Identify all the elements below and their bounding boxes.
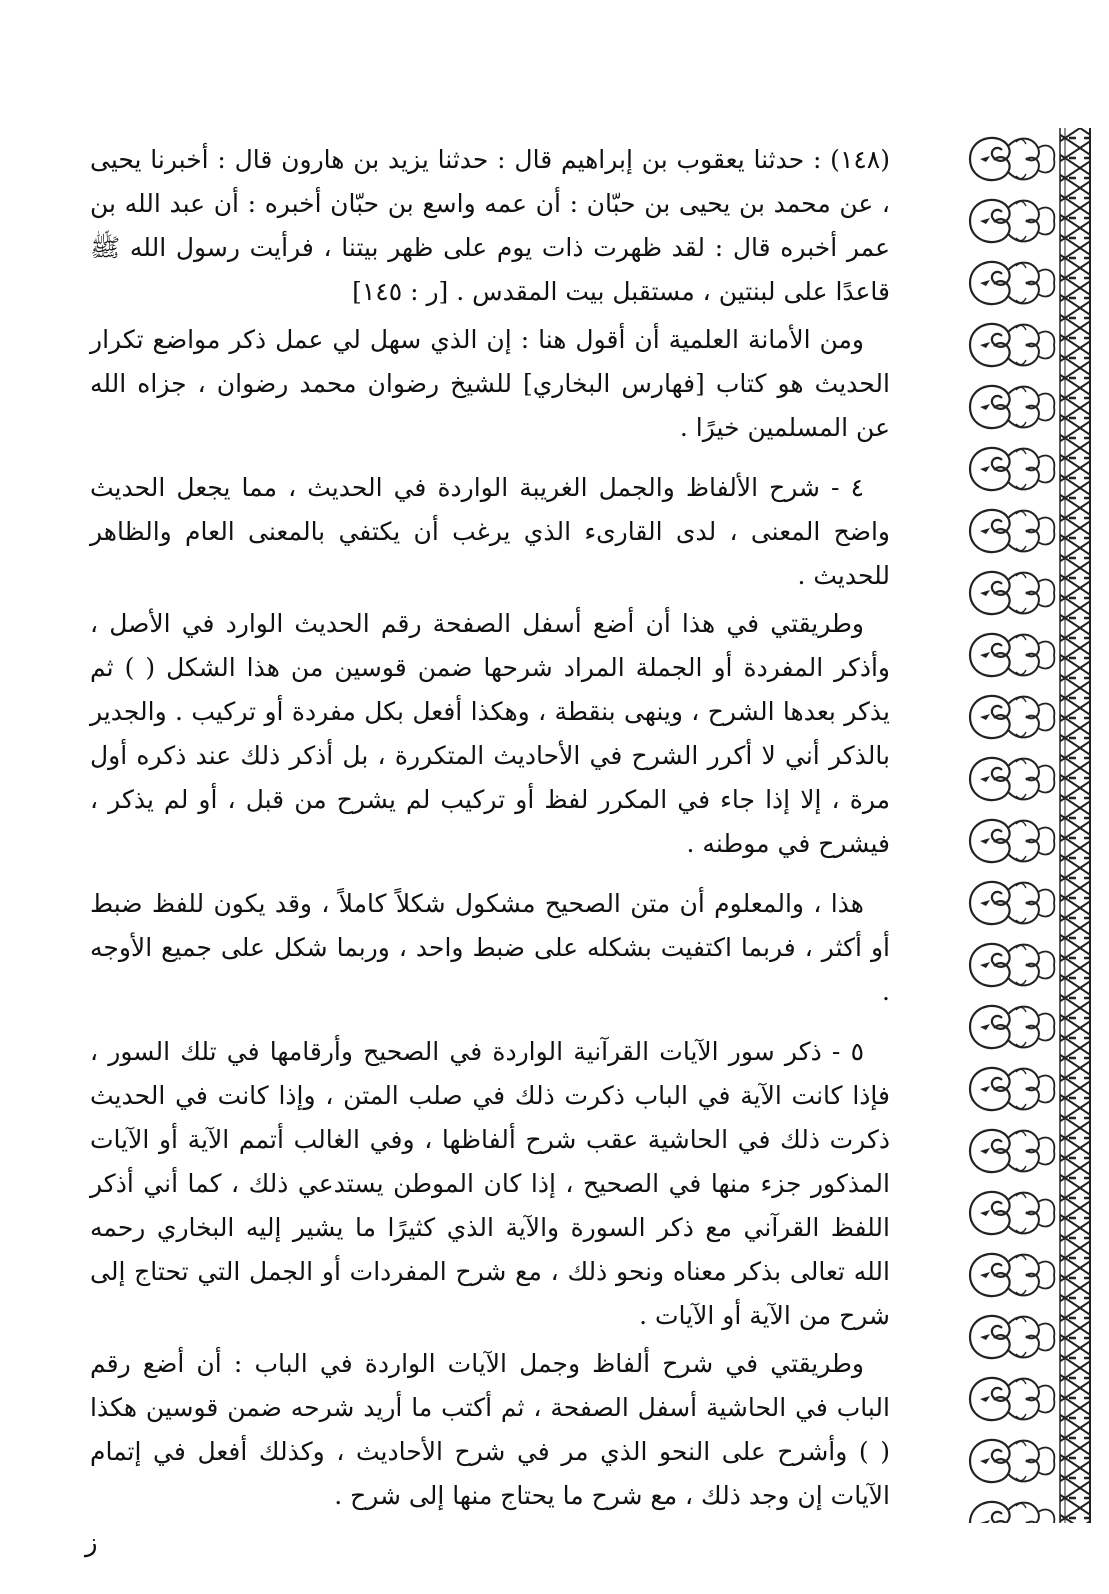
verses-method-paragraph: وطريقتي في شرح ألفاظ وجمل الآيات الواردة في الباب : أن أضع رقم الباب في الحاشية أسفل الصفحة ، ثم أكتب ما أريد شرحه ضمن قوسين هكذا ( ) وأشرح على النحو الذي مر في شرح الأحاديث ، وكذلك أفعل في إتمام الآيات إن وجد ذلك ، مع شرح ما يحتاج منها إلى شرح . bbox=[90, 1349, 890, 1510]
vocalization-paragraph: هذا ، والمعلوم أن متن الصحيح مشكول شكلاً كاملاً ، وقد يكون للفظ ضبط أو أكثر ، فربما اكتفيت بشكله على ضبط واحد ، وربما شكل على جميع الأوجه . bbox=[90, 889, 890, 1006]
point-5-paragraph: ٥ - ذكر سور الآيات القرآنية الواردة في الصحيح وأرقامها في تلك السور ، فإذا كانت الآية في الباب ذكرت ذلك في صلب المتن ، وإذا كانت في الحديث ذكرت ذلك في الحاشية عقب شرح ألفاظها ، وفي الغالب أتمم الآية أو الآيات المذكور جزء منها في الصحيح ، إذا كان الموطن يستدعي ذلك ، كما أني أذكر اللفظ القرآني مع ذكر السورة والآية الذي كثيرًا ما يشير إليه البخاري رحمه الله تعالى بذكر معناه ونحو ذلك ، مع شرح المفردات أو الجمل التي تحتاج إلى شرح من الآية أو الآيات . bbox=[90, 1037, 890, 1330]
body-text bbox=[90, 138, 890, 1518]
point-4-paragraph: ٤ - شرح الألفاظ والجمل الغريبة الواردة في الحديث ، مما يجعل الحديث واضح المعنى ، لدى القارىء الذي يرغب أن يكتفي بالمعنى العام والظاهر للحديث . bbox=[90, 473, 890, 590]
ornamental-border bbox=[960, 128, 1095, 1523]
hadith-148-paragraph: (١٤٨) : حدثنا يعقوب بن إبراهيم قال : حدثنا يزيد بن هارون قال : أخبرنا يحيى ، عن محمد بن يحيى بن حبّان : أن عمه واسع بن حبّان أخبره : أن عبد الله بن عمر أخبره قال : لقد ظهرت ذات يوم على ظهر بيتنا ، فرأيت رسول الله ﷺ قاعدًا على لبنتين ، مستقبل بيت المقدس . [ر : ١٤٥] bbox=[90, 145, 890, 306]
acknowledgement-paragraph: ومن الأمانة العلمية أن أقول هنا : إن الذي سهل لي عمل ذكر مواضع تكرار الحديث هو كتاب [فهارس البخاري] للشيخ رضوان محمد رضوان ، جزاه الله عن المسلمين خيرًا . bbox=[90, 325, 890, 442]
page-number: ز bbox=[85, 1528, 98, 1558]
method-paragraph: وطريقتي في هذا أن أضع أسفل الصفحة رقم الحديث الوارد في الأصل ، وأذكر المفردة أو الجملة المراد شرحها ضمن قوسين من هذا الشكل ( ) ثم يذكر بعدها الشرح ، وينهى بنقطة ، وهكذا أفعل بكل مفردة أو تركيب . والجدير بالذكر أني لا أكرر الشرح في الأحاديث المتكررة ، بل أذكر ذلك عند ذكره أول مرة ، إلا إذا جاء في المكرر لفظ أو تركيب لم يشرح من قبل ، أو لم يذكر ، فيشرح في موطنه . bbox=[90, 609, 890, 858]
